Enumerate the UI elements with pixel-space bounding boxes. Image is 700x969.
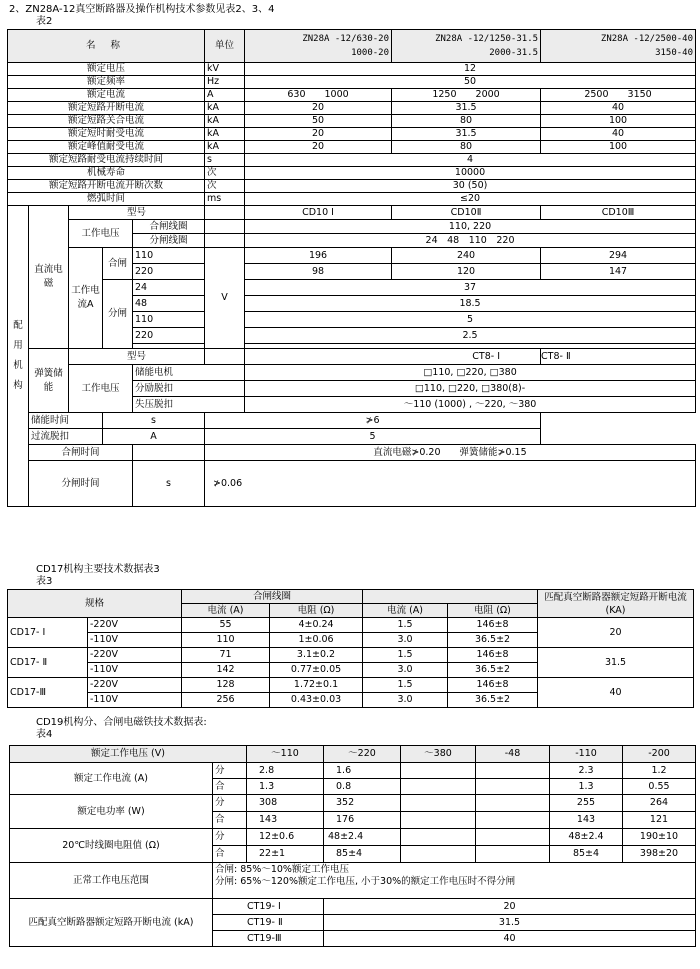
param-name: 额定短路开断电流开断次数 xyxy=(8,180,205,193)
header-current: 电流 (A) xyxy=(363,604,448,618)
param-unit: 次 xyxy=(205,180,245,193)
voltage: -220V xyxy=(88,618,182,633)
param-value: 40 xyxy=(541,128,696,141)
header-model-2: ZN28A -12/1250-31.5 2000-31.5 xyxy=(392,30,541,63)
match-current-label: 匹配真空断路器额定短路开断电流 (kA) xyxy=(10,899,213,947)
trip-48-label: 48 xyxy=(133,296,205,312)
param-value: 30 (50) xyxy=(245,180,696,193)
param-unit: ms xyxy=(205,193,245,206)
cell: 0.55 xyxy=(623,779,696,795)
open-time-value: ≯0.06 xyxy=(205,461,696,507)
shunt-value: □110, □220, □380(8)- xyxy=(245,381,696,397)
cell xyxy=(401,846,476,863)
rated-power-label: 额定电功率 (W) xyxy=(10,795,213,829)
param-value: 31.5 xyxy=(392,128,541,141)
match-ka: 40 xyxy=(538,678,694,708)
under-label: 失压脱扣 xyxy=(133,397,245,413)
rated-current-label: 额定工作电流 (A) xyxy=(10,763,213,795)
header-match: 匹配真空断路器额定短路开断电流 (KA) xyxy=(538,590,694,618)
resistance: 36.5±2 xyxy=(448,633,538,648)
dc-model-1: CD10 I xyxy=(245,206,392,220)
open-time-label: 分闸时间 xyxy=(29,461,133,507)
param-value: 50 xyxy=(245,115,392,128)
match-model: CT19-Ⅲ xyxy=(213,931,324,947)
cell xyxy=(401,829,476,846)
param-unit: A xyxy=(205,89,245,102)
mechanism-label: 配用机构 xyxy=(8,206,29,507)
shunt-label: 分励脱扣 xyxy=(133,381,245,397)
cell xyxy=(401,763,476,779)
cell xyxy=(476,812,550,829)
dc-model-3: CD10Ⅲ xyxy=(541,206,696,220)
cell xyxy=(476,795,550,812)
header-model-3: ZN28A -12/2500-40 3150-40 xyxy=(541,30,696,63)
close-current: 55 xyxy=(182,618,270,633)
table3 xyxy=(7,589,694,708)
header-current: 电流 (A) xyxy=(182,604,270,618)
table2-caption: 2、ZN28A-12真空断路器及操作机构技术参数见表2、3、4 xyxy=(9,4,275,15)
open-unit: s xyxy=(133,461,205,507)
param-value: 20 xyxy=(245,141,392,154)
param-name: 额定频率 xyxy=(8,76,205,89)
dc-work-current-label: 工作电流A xyxy=(69,248,103,349)
match-ka: 31.5 xyxy=(538,648,694,678)
trip-220-label: 220 xyxy=(133,328,205,344)
cell xyxy=(476,763,550,779)
param-value: 630 1000 xyxy=(245,89,392,102)
table2-number: 表2 xyxy=(36,16,53,27)
cell: 48±2.4 xyxy=(550,829,623,846)
close-resistance: 4±0.24 xyxy=(270,618,363,633)
spring-wv-label: 工作电压 xyxy=(69,365,133,413)
cell xyxy=(401,779,476,795)
trip-coil-label: 分闸线圈 xyxy=(133,234,205,248)
close-110-val: 196 xyxy=(245,248,392,264)
spec-name: CD17- Ⅱ xyxy=(8,648,88,678)
dc-model-2: CD10Ⅱ xyxy=(392,206,541,220)
resistance: 146±8 xyxy=(448,618,538,633)
param-value: 50 xyxy=(245,76,696,89)
blank-unit xyxy=(205,234,245,248)
param-name: 额定电流 xyxy=(8,89,205,102)
cell: 85±4 xyxy=(550,846,623,863)
motor-value: □110, □220, □380 xyxy=(245,365,696,381)
blank-unit xyxy=(205,220,245,234)
header-voltage: -110 xyxy=(550,746,623,763)
cell: 121 xyxy=(623,812,696,829)
oc-value: 5 xyxy=(205,429,541,445)
close-resistance: 3.1±0.2 xyxy=(270,648,363,663)
store-value: ≯6 xyxy=(205,413,541,429)
open-tag: 分 xyxy=(213,763,247,779)
range-close-line: 合闸: 85%～10%额定工作电压 xyxy=(215,864,349,875)
param-unit: kA xyxy=(205,128,245,141)
close-220-label: 220 xyxy=(133,264,205,280)
cell: 48±2.4 xyxy=(324,829,401,846)
param-value: 10000 xyxy=(245,167,696,180)
close-time-value: 直流电磁≯0.20 弹簧储能≯0.15 xyxy=(205,445,696,461)
param-value: 4 xyxy=(245,154,696,167)
dc-magnet-label: 直流电磁 xyxy=(29,206,69,349)
spec-name: CD17- I xyxy=(8,618,88,648)
header-voltage: ～220 xyxy=(324,746,401,763)
cell: 352 xyxy=(324,795,401,812)
resistance: 146±8 xyxy=(448,648,538,663)
blank-unit xyxy=(205,206,245,220)
cell: 1.2 xyxy=(623,763,696,779)
resistance: 146±8 xyxy=(448,678,538,693)
cell: 1.3 xyxy=(550,779,623,795)
current: 1.5 xyxy=(363,678,448,693)
match-value: 31.5 xyxy=(324,915,696,931)
header-voltage-label: 额定工作电压 (V) xyxy=(10,746,247,763)
param-value: 31.5 xyxy=(392,102,541,115)
coil-resistance-label: 20℃时线圈电阻值 (Ω) xyxy=(10,829,213,863)
table4-number: 表4 xyxy=(36,729,53,740)
param-unit: kA xyxy=(205,102,245,115)
current: 3.0 xyxy=(363,633,448,648)
trip-48-val: 18.5 xyxy=(245,296,696,312)
param-name: 额定短路开断电流 xyxy=(8,102,205,115)
header-unit: 单位 xyxy=(205,30,245,63)
param-unit: kA xyxy=(205,115,245,128)
cell: 308 xyxy=(247,795,324,812)
param-value: ≤20 xyxy=(245,193,696,206)
param-value: 20 xyxy=(245,128,392,141)
current: 3.0 xyxy=(363,693,448,708)
match-value: 40 xyxy=(324,931,696,947)
cell: 1.6 xyxy=(324,763,401,779)
cell xyxy=(401,795,476,812)
blank-unit xyxy=(205,349,245,365)
cell xyxy=(476,779,550,795)
param-name: 额定短路关合电流 xyxy=(8,115,205,128)
close-resistance: 1±0.06 xyxy=(270,633,363,648)
close-tag: 合 xyxy=(213,812,247,829)
under-value: ～110 (1000) , ～220, ～380 xyxy=(245,397,696,413)
cell xyxy=(476,846,550,863)
store-unit: s xyxy=(103,413,205,429)
close-tag: 合 xyxy=(213,779,247,795)
cell: 1.3 xyxy=(247,779,324,795)
table3-caption: CD17机构主要技术数据表3 xyxy=(36,564,160,575)
header-close-coil: 合闸线圈 xyxy=(182,590,363,604)
close-label: 合闸 xyxy=(103,248,133,280)
cell: 2.3 xyxy=(550,763,623,779)
trip-110-label: 110 xyxy=(133,312,205,328)
close-110-label: 110 xyxy=(133,248,205,264)
match-model: CT19- Ⅱ xyxy=(213,915,324,931)
trip-label: 分闸 xyxy=(103,280,133,349)
voltage-range-text xyxy=(213,863,696,899)
trip-coil-value: 24 48 110 220 xyxy=(245,234,696,248)
cell: 176 xyxy=(324,812,401,829)
voltage-range-label: 正常工作电压范围 xyxy=(10,863,213,899)
match-value: 20 xyxy=(324,899,696,915)
param-unit: kV xyxy=(205,63,245,76)
header-spec: 规格 xyxy=(8,590,182,618)
table3-number: 表3 xyxy=(36,576,53,587)
header-name: 名 称 xyxy=(8,30,205,63)
close-resistance: 0.77±0.05 xyxy=(270,663,363,678)
cell: 398±20 xyxy=(623,846,696,863)
header-resistance: 电阻 (Ω) xyxy=(448,604,538,618)
param-unit: Hz xyxy=(205,76,245,89)
param-value: 40 xyxy=(541,102,696,115)
param-name: 额定短时耐受电流 xyxy=(8,128,205,141)
cell: 190±10 xyxy=(623,829,696,846)
cell: 22±1 xyxy=(247,846,324,863)
cell: 85±4 xyxy=(324,846,401,863)
param-value: 1250 2000 xyxy=(392,89,541,102)
close-220-val: 147 xyxy=(541,264,696,280)
close-current: 142 xyxy=(182,663,270,678)
trip-24-val: 37 xyxy=(245,280,696,296)
resistance: 36.5±2 xyxy=(448,693,538,708)
table4-caption: CD19机构分、合闸电磁铁技术数据表: xyxy=(36,717,207,728)
cell: 264 xyxy=(623,795,696,812)
spec-name: CD17-Ⅲ xyxy=(8,678,88,708)
param-unit: 次 xyxy=(205,167,245,180)
match-model: CT19- I xyxy=(213,899,324,915)
current: 1.5 xyxy=(363,618,448,633)
close-220-val: 98 xyxy=(245,264,392,280)
param-value: 2500 3150 xyxy=(541,89,696,102)
voltage: -110V xyxy=(88,693,182,708)
param-value: 12 xyxy=(245,63,696,76)
cell: 2.8 xyxy=(247,763,324,779)
match-ka: 20 xyxy=(538,618,694,648)
store-time-label: 储能时间 xyxy=(29,413,103,429)
spring-model-1: CT8- I xyxy=(245,349,541,365)
volt-unit: V xyxy=(205,248,245,349)
header-model-1: ZN28A -12/630-20 1000-20 xyxy=(245,30,392,63)
param-unit: s xyxy=(205,154,245,167)
voltage: -220V xyxy=(88,678,182,693)
param-value: 20 xyxy=(245,102,392,115)
range-open-line: 分闸: 65%～120%额定工作电压, 小于30%的额定工作电压时不得分闸 xyxy=(215,876,516,887)
cell: 143 xyxy=(550,812,623,829)
param-value: 100 xyxy=(541,115,696,128)
param-value: 80 xyxy=(392,115,541,128)
cell xyxy=(476,829,550,846)
close-tag: 合 xyxy=(213,846,247,863)
resistance: 36.5±2 xyxy=(448,663,538,678)
trip-220-val: 2.5 xyxy=(245,328,696,344)
dc-work-voltage-label: 工作电压 xyxy=(69,220,133,248)
spring-label: 弹簧储能 xyxy=(29,349,69,413)
dc-model-label: 型号 xyxy=(69,206,205,220)
voltage: -220V xyxy=(88,648,182,663)
voltage: -110V xyxy=(88,663,182,678)
trip-24-label: 24 xyxy=(133,280,205,296)
header-voltage: ～380 xyxy=(401,746,476,763)
cell: 12±0.6 xyxy=(247,829,324,846)
header-blank xyxy=(363,590,538,604)
close-current: 110 xyxy=(182,633,270,648)
close-current: 71 xyxy=(182,648,270,663)
cell: 143 xyxy=(247,812,324,829)
close-resistance: 1.72±0.1 xyxy=(270,678,363,693)
param-name: 燃弧时间 xyxy=(8,193,205,206)
close-time-label: 合闸时间 xyxy=(29,445,133,461)
close-110-val: 294 xyxy=(541,248,696,264)
open-tag: 分 xyxy=(213,829,247,846)
param-name: 额定电压 xyxy=(8,63,205,76)
current: 1.5 xyxy=(363,648,448,663)
cell: 0.8 xyxy=(324,779,401,795)
close-current: 256 xyxy=(182,693,270,708)
current: 3.0 xyxy=(363,663,448,678)
spring-model-label: 型号 xyxy=(69,349,205,365)
spring-model-2: CT8- Ⅱ xyxy=(541,349,696,365)
param-unit: kA xyxy=(205,141,245,154)
close-110-val: 240 xyxy=(392,248,541,264)
table2 xyxy=(7,29,696,507)
oc-unit: A xyxy=(103,429,205,445)
close-resistance: 0.43±0.03 xyxy=(270,693,363,708)
blank-unit xyxy=(133,445,205,461)
motor-label: 储能电机 xyxy=(133,365,245,381)
param-name: 额定短路耐受电流持续时间 xyxy=(8,154,205,167)
param-name: 机械寿命 xyxy=(8,167,205,180)
header-voltage: -48 xyxy=(476,746,550,763)
oc-label: 过流脱扣 xyxy=(29,429,103,445)
close-coil-label: 合闸线圈 xyxy=(133,220,205,234)
close-220-val: 120 xyxy=(392,264,541,280)
table4 xyxy=(9,745,696,947)
header-resistance: 电阻 (Ω) xyxy=(270,604,363,618)
param-name: 额定峰值耐受电流 xyxy=(8,141,205,154)
cell xyxy=(401,812,476,829)
cell: 255 xyxy=(550,795,623,812)
header-voltage: ～110 xyxy=(247,746,324,763)
close-coil-value: 110, 220 xyxy=(245,220,696,234)
open-tag: 分 xyxy=(213,795,247,812)
trip-110-val: 5 xyxy=(245,312,696,328)
param-value: 80 xyxy=(392,141,541,154)
param-value: 100 xyxy=(541,141,696,154)
header-voltage: -200 xyxy=(623,746,696,763)
close-current: 128 xyxy=(182,678,270,693)
voltage: -110V xyxy=(88,633,182,648)
